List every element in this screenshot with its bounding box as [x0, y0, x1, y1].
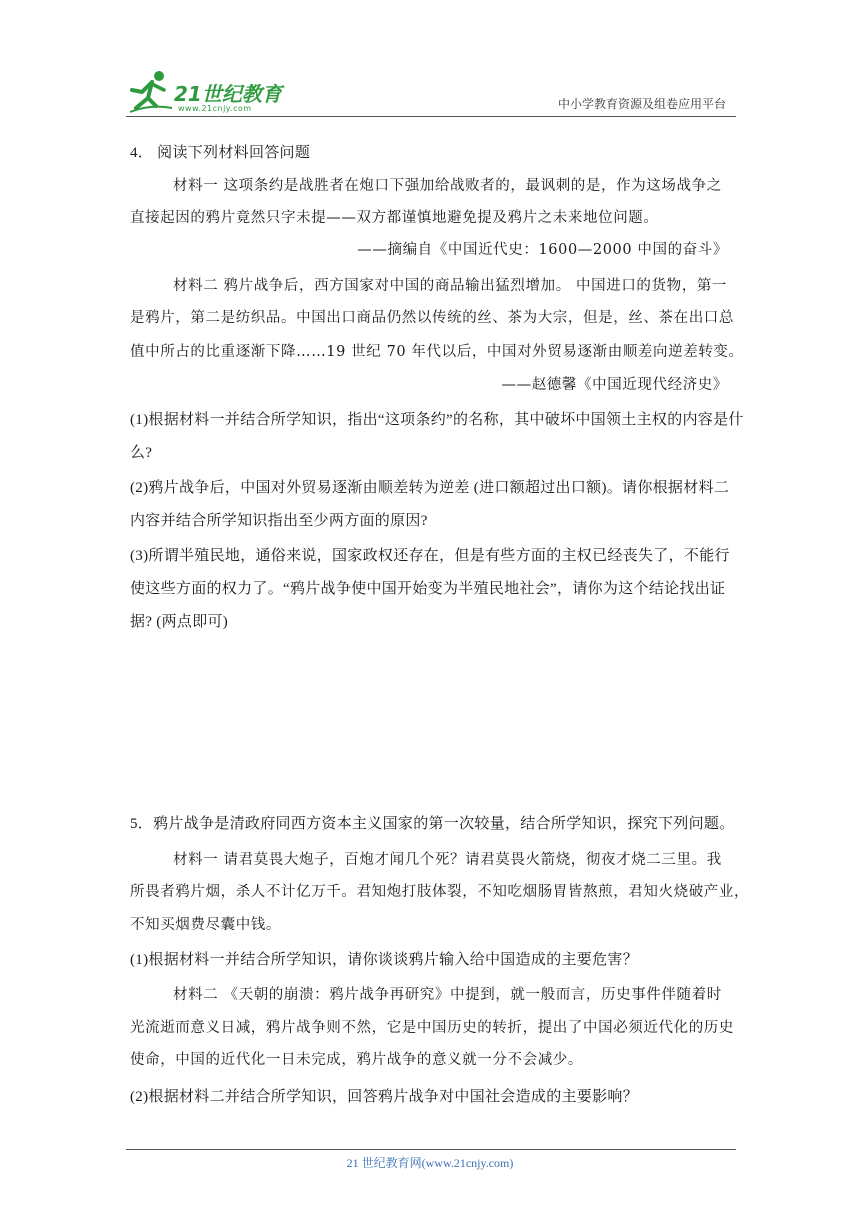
header-divider	[126, 116, 736, 117]
q5-title: 5．鸦片战争是清政府同西方资本主义国家的第一次较量，结合所学知识，探究下列问题。	[130, 816, 735, 832]
q5-material1-line2: 所畏者鸦片烟，杀人不计亿万千。君知炮打肢体裂，不知吃烟肠胃皆熬煎，君知火烧破产业，	[130, 884, 750, 900]
q4-material2-source: ——赵德馨《中国近现代经济史》	[501, 377, 728, 393]
runner-icon	[126, 68, 174, 114]
q5-material1-line3: 不知买烟费尽囊中钱。	[130, 917, 281, 933]
q4-sub3-line2: 使这些方面的权力了。“鸦片战争使中国开始变为半殖民地社会”，请你为这个结论找出证	[130, 581, 726, 597]
q5-sub2: (2)根据材料二并结合所学知识，回答鸦片战争对中国社会造成的主要影响？	[130, 1089, 638, 1105]
q5-sub1: (1)根据材料一并结合所学知识，请你谈谈鸦片输入给中国造成的主要危害？	[130, 952, 638, 968]
platform-name: 中小学教育资源及组卷应用平台	[557, 97, 726, 111]
q4-material1-line1: 材料一 这项条约是战胜者在炮口下强加给战败者的，最讽刺的是，作为这场战争之	[173, 178, 722, 194]
q4-material1-source: ——摘编自《中国近代史：1600—2000 中国的奋斗》	[357, 242, 728, 258]
q4-material2-line1: 材料二 鸦片战争后，西方国家对中国的商品输出猛烈增加。 中国进口的货物，第一	[173, 278, 728, 294]
q4-material1-line2: 直接起因的鸦片竟然只字未提——双方都谨慎地避免提及鸦片之未来地位问题。	[130, 210, 659, 226]
footer-divider	[126, 1149, 736, 1150]
q4-title: 4． 阅读下列材料回答问题	[130, 145, 311, 161]
footer-link[interactable]: 21 世纪教育网(www.21cnjy.com)	[346, 1156, 514, 1170]
q5-material1-line1: 材料一 请君莫畏大炮子，百炮才闻几个死？请君莫畏火箭烧，彻夜才烧二三里。我	[173, 852, 722, 868]
logo-url: www.21cnjy.com	[178, 104, 252, 113]
q4-sub2-line2: 内容并结合所学知识指出至少两方面的原因?	[130, 513, 428, 529]
site-logo[interactable]	[126, 68, 296, 118]
q5-material2-line3: 使命，中国的近代化一日未完成，鸦片战争的意义就一分不会减少。	[130, 1052, 583, 1068]
q4-sub2-line1: (2)鸦片战争后，中国对外贸易逐渐由顺差转为逆差 (进口额超过出口额)。请你根据材料二	[130, 480, 730, 496]
q4-material2-line3: 值中所占的比重逐渐下降……19 世纪 70 年代以后，中国对外贸易逐渐由顺差向逆差转变。	[130, 344, 744, 360]
q5-material2-line1: 材料二 《天朝的崩溃：鸦片战争再研究》中提到，就一般而言，历史事件伴随着时	[173, 987, 722, 1003]
q4-sub3-line1: (3)所谓半殖民地，通俗来说，国家政权还存在，但是有些方面的主权已经丧失了，不能行	[130, 548, 730, 564]
q4-sub1-line1: (1)根据材料一并结合所学知识，指出“这项条约”的名称，其中破坏中国领土主权的内容是什	[130, 412, 744, 428]
q4-material2-line2: 是鸦片，第二是纺织品。中国出口商品仍然以传统的丝、茶为大宗，但是，丝、茶在出口总	[130, 310, 734, 326]
q4-sub1-line2: 么?	[130, 445, 153, 461]
q4-sub3-line3: 据? (两点即可)	[130, 614, 229, 630]
logo-text: 21世纪教育	[174, 82, 282, 106]
q5-material2-line2: 光流逝而意义日减，鸦片战争则不然，它是中国历史的转折，提出了中国必须近代化的历史	[130, 1020, 734, 1036]
